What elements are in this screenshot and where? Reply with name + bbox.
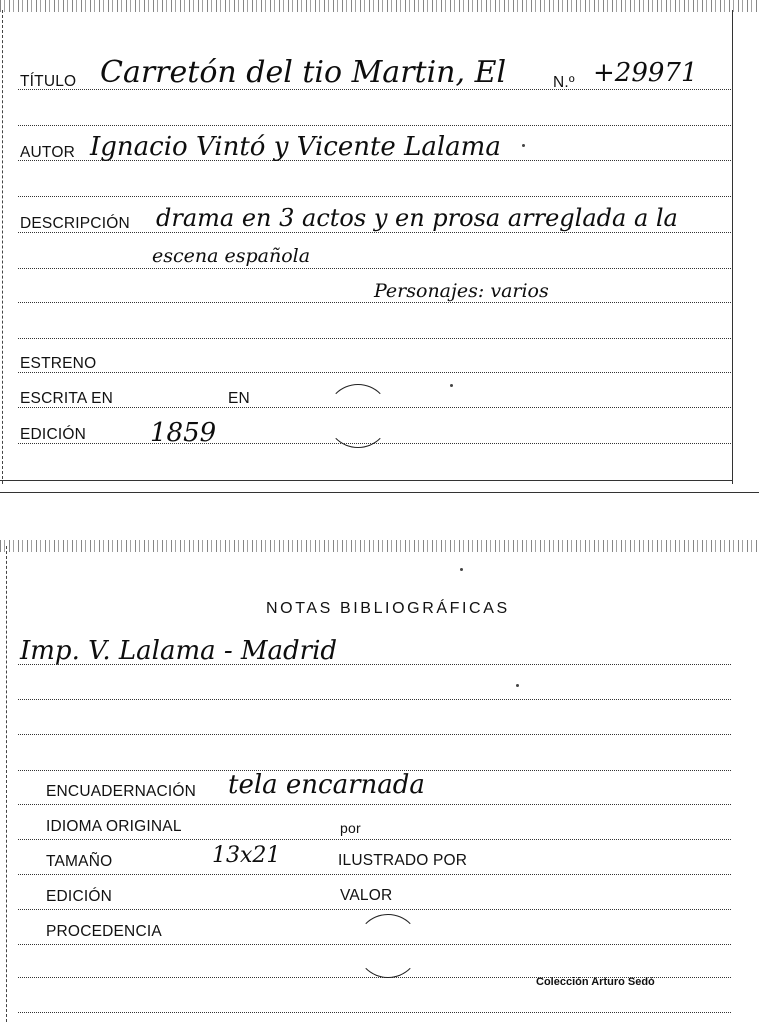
notas-line-1: Imp. V. Lalama - Madrid [20,636,338,666]
encuadernacion-value: tela encarnada [228,770,425,800]
descripcion-line-1: drama en 3 actos y en prosa arreglada a la [156,204,678,232]
numero-label: N.º [553,74,575,91]
descripcion-line-3: Personajes: varios [374,280,549,302]
rule-line [18,839,731,840]
rule-line [18,125,731,126]
notas-heading: NOTAS BIBLIOGRÁFICAS [266,600,510,617]
card-top-edge [0,0,759,12]
rule-line [18,372,731,373]
stamp-circle [326,384,390,448]
por-label: por [340,820,361,836]
descripcion-line-2: escena española [152,245,311,267]
rule-line [18,1012,731,1013]
valor-label: VALOR [340,887,393,904]
card-bottom-border [0,480,733,481]
en-label: EN [228,390,250,407]
ilustrado-label: ILUSTRADO POR [338,852,468,869]
rule-line [18,196,731,197]
ink-speck [522,144,525,147]
catalog-card-notes [0,536,759,1028]
rule-line [18,804,731,805]
rule-line [18,909,731,910]
rule-line [18,268,731,269]
rule-line [18,734,731,735]
rule-line [18,338,731,339]
escrita-label: ESCRITA EN [20,390,114,407]
rule-line [18,874,731,875]
autor-label: AUTOR [20,144,75,161]
descripcion-label: DESCRIPCIÓN [20,215,130,232]
card-top-edge [0,540,759,552]
ink-speck [450,384,453,387]
ink-speck [516,684,519,687]
collection-footer: Colección Arturo Sedó [536,976,655,988]
card-right-border [732,10,733,484]
ink-speck [460,568,463,571]
tamano-value: 13x21 [212,843,281,868]
procedencia-label: PROCEDENCIA [46,923,162,940]
rule-line [18,232,731,233]
autor-value: Ignacio Vintó y Vicente Lalama [90,132,501,162]
edicion-value: 1859 [150,418,217,448]
edicion-label-notes: EDICIÓN [46,888,112,905]
estreno-label: ESTRENO [20,355,97,372]
idioma-label: IDIOMA ORIGINAL [46,818,182,835]
card-separator [0,492,759,493]
rule-line [18,302,731,303]
catalog-card-main [0,0,759,490]
rule-line [18,699,731,700]
tamano-label: TAMAÑO [46,853,113,870]
edicion-label: EDICIÓN [20,426,86,443]
card-left-border [6,546,7,1022]
card-left-border [2,10,3,484]
titulo-label: TÍTULO [20,73,77,90]
stamp-circle [356,914,420,978]
encuadernacion-label: ENCUADERNACIÓN [46,783,197,800]
numero-value: +29971 [593,58,698,88]
titulo-value: Carretón del tio Martin, El [100,55,507,90]
